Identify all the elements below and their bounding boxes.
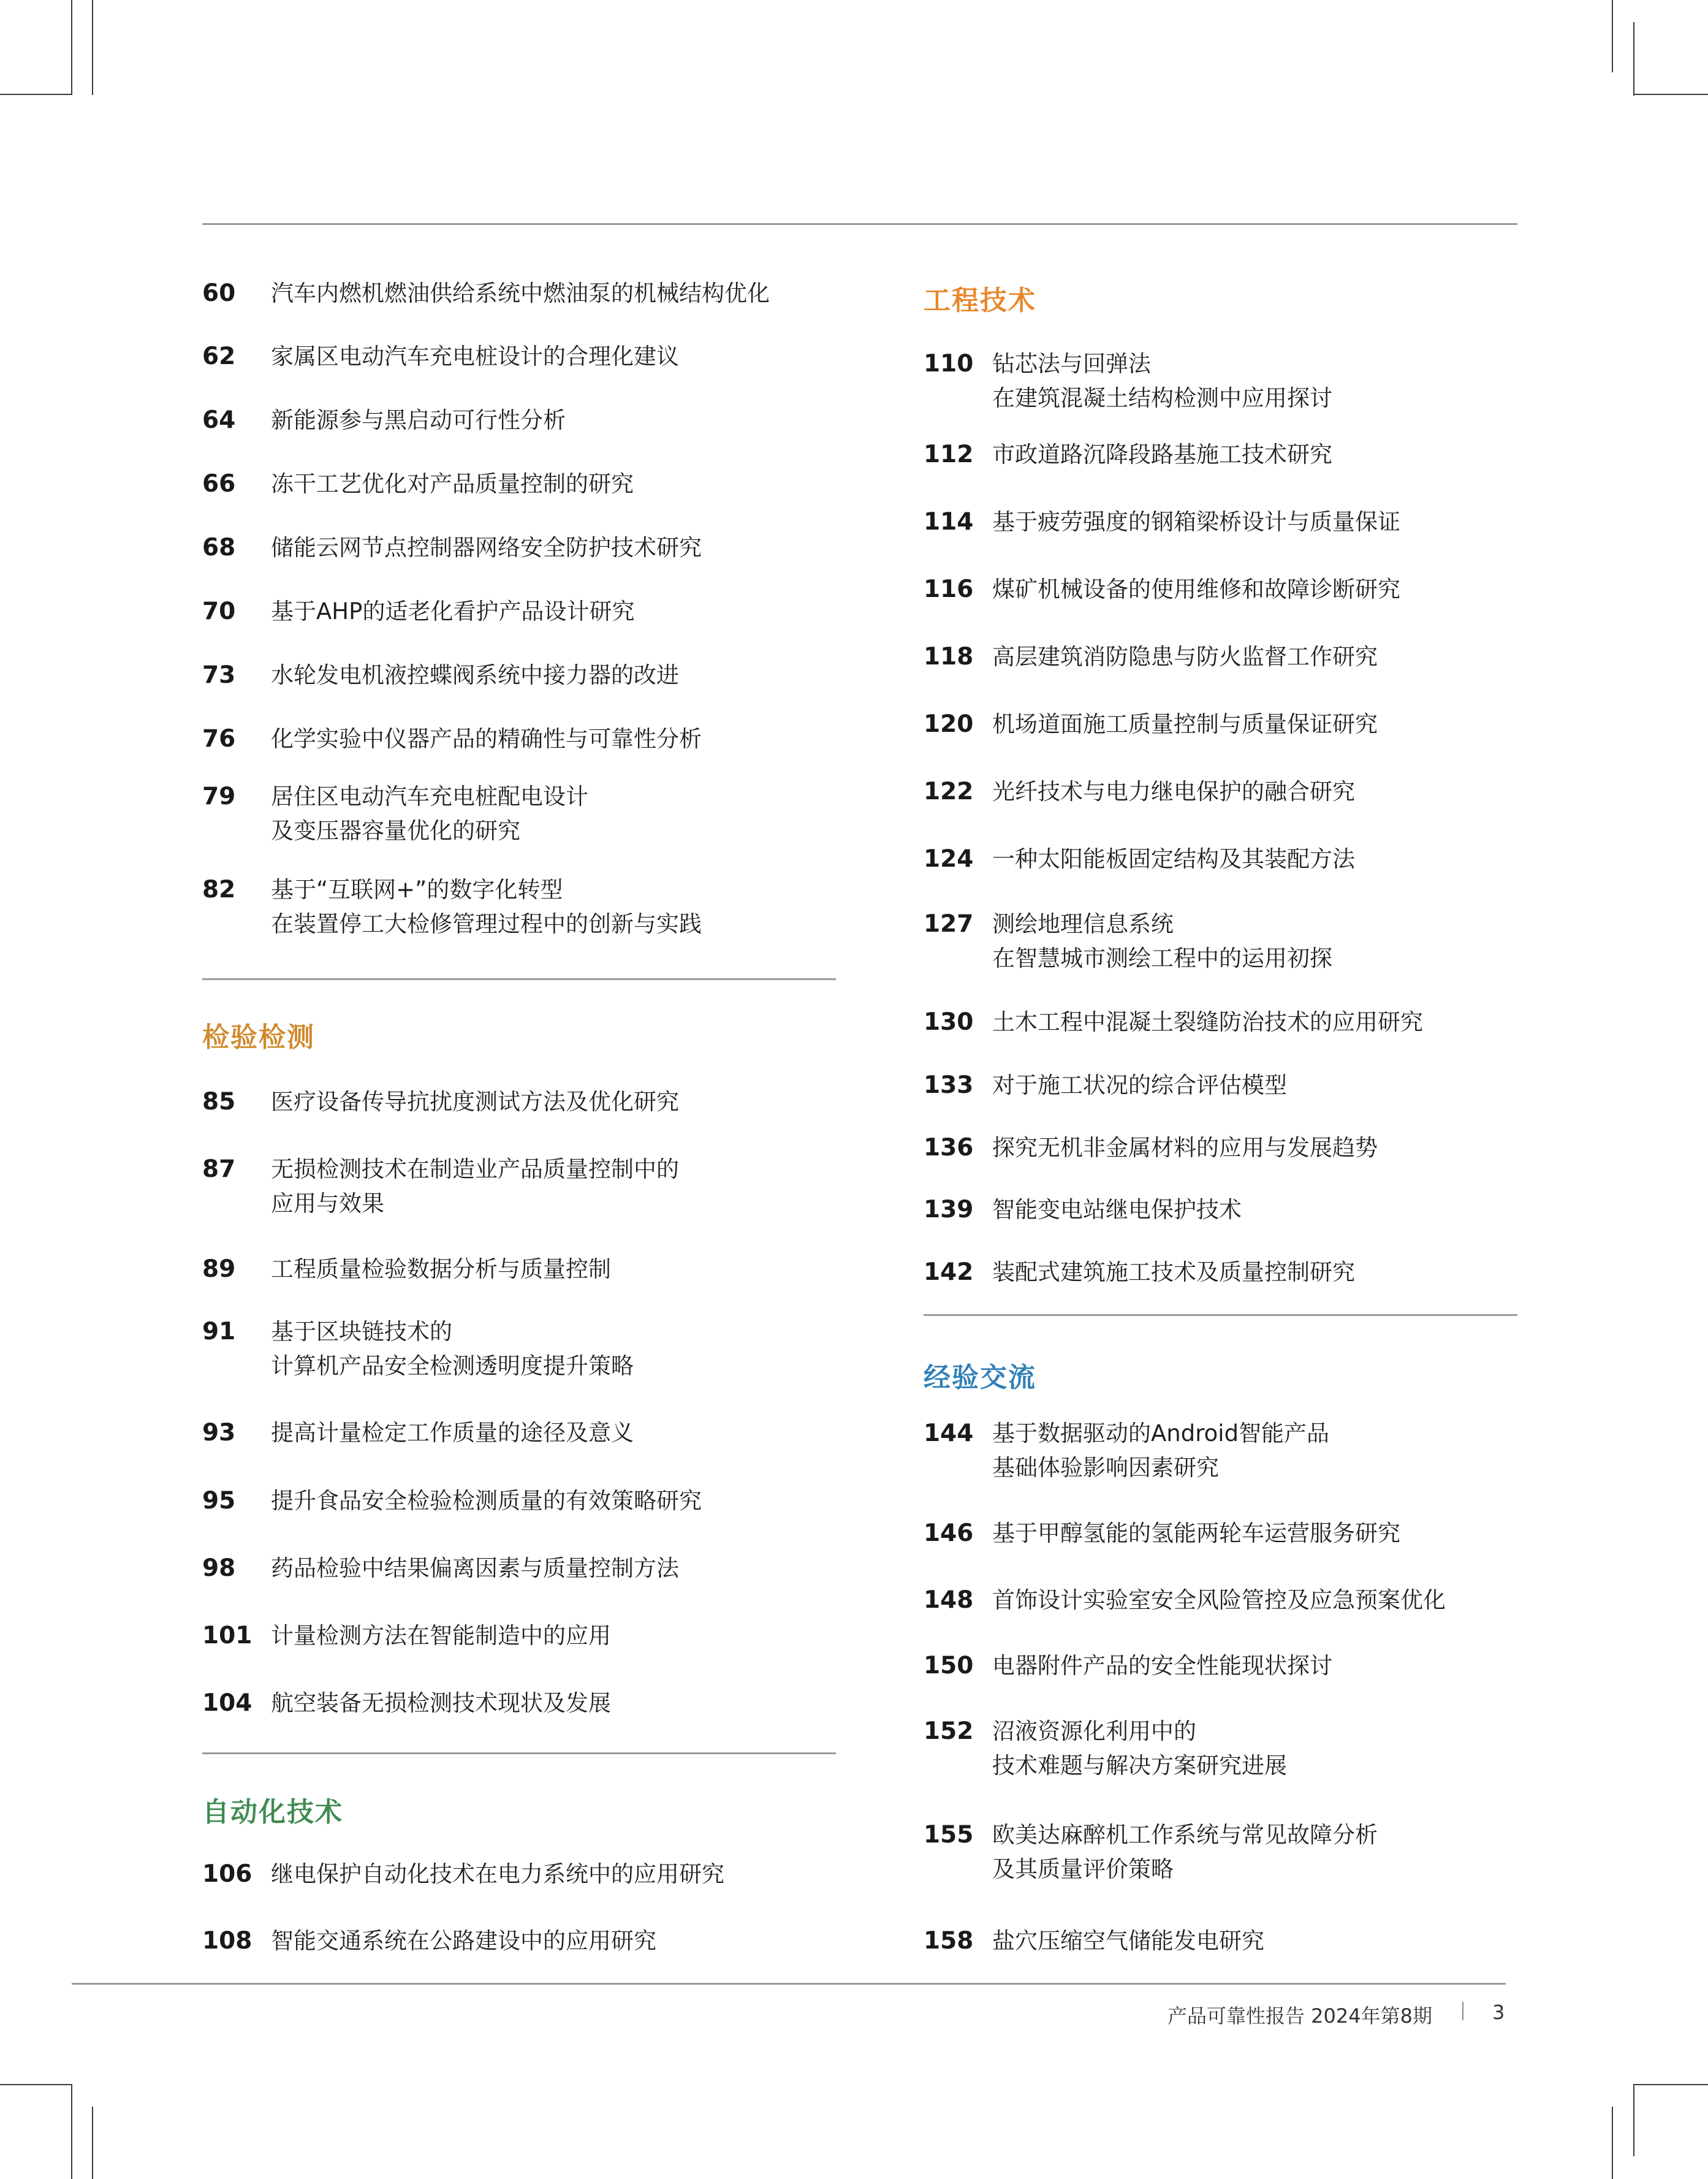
toc-entry[interactable] [924, 347, 1332, 416]
page-number: 152 [924, 1717, 974, 1745]
page-number: 155 [924, 1821, 974, 1849]
section-divider-left-2 [202, 1752, 836, 1754]
toc-entry[interactable] [924, 1583, 1446, 1618]
article-title: 继电保护自动化技术在电力系统中的应用研究 [271, 1861, 724, 1887]
toc-entry[interactable] [202, 873, 702, 941]
toc-entry[interactable] [924, 775, 1355, 809]
article-title: 装配式建筑施工技术及质量控制研究 [992, 1259, 1355, 1285]
article-title: 基于数据驱动的Android智能产品 基础体验影响因素研究 [992, 1420, 1330, 1481]
page-number: 106 [202, 1860, 252, 1888]
toc-entry[interactable] [924, 505, 1400, 539]
toc-entry[interactable] [924, 907, 1332, 976]
toc-entry[interactable] [924, 1714, 1287, 1783]
toc-entry[interactable] [202, 1619, 611, 1653]
page-number: 98 [202, 1554, 236, 1582]
page-number: 118 [924, 643, 974, 671]
toc-entry[interactable] [924, 1068, 1287, 1103]
toc-entry[interactable] [924, 1649, 1332, 1683]
toc-entry[interactable] [202, 1085, 679, 1119]
toc-entry[interactable] [202, 276, 770, 311]
article-title: 测绘地理信息系统 在智慧城市测绘工程中的运用初探 [992, 911, 1332, 972]
section-divider-left-1 [202, 978, 836, 980]
article-title: 无损检测技术在制造业产品质量控制中的 应用与效果 [271, 1156, 679, 1217]
top-divider [202, 223, 1517, 225]
crop-mark [92, 2107, 93, 2179]
toc-entry[interactable] [202, 1252, 611, 1287]
toc-entry[interactable] [202, 1924, 656, 1958]
toc-entry[interactable] [924, 1255, 1355, 1290]
crop-mark [1633, 94, 1708, 95]
article-title: 沼液资源化利用中的 技术难题与解决方案研究进展 [992, 1718, 1287, 1779]
article-title: 基于区块链技术的 计算机产品安全检测透明度提升策略 [271, 1318, 634, 1379]
article-title: 一种太阳能板固定结构及其装配方法 [992, 846, 1355, 872]
page-number: 93 [202, 1419, 236, 1447]
crop-mark [71, 0, 72, 95]
article-title: 煤矿机械设备的使用维修和故障诊断研究 [992, 576, 1400, 603]
article-title: 探究无机非金属材料的应用与发展趋势 [992, 1135, 1378, 1161]
section-title-automation: 自动化技术 [202, 1797, 343, 1828]
crop-mark [1612, 0, 1613, 72]
article-title: 光纤技术与电力继电保护的融合研究 [992, 778, 1355, 805]
page-number: 130 [924, 1008, 974, 1036]
toc-entry[interactable] [202, 1857, 724, 1892]
crop-mark [71, 2084, 72, 2179]
page-number: 95 [202, 1487, 236, 1515]
page-number: 114 [924, 508, 974, 536]
page-number: 124 [924, 845, 974, 873]
article-title: 智能变电站继电保护技术 [992, 1196, 1242, 1223]
article-title: 首饰设计实验室安全风险管控及应急预案优化 [992, 1587, 1446, 1613]
toc-entry[interactable] [202, 340, 679, 374]
page-number: 150 [924, 1652, 974, 1679]
crop-mark [1633, 2084, 1708, 2085]
toc-entry[interactable] [924, 1516, 1400, 1551]
article-title: 基于“互联网+”的数字化转型 在装置停工大检修管理过程中的创新与实践 [271, 877, 702, 937]
toc-entry[interactable] [924, 1005, 1423, 1040]
toc-entry[interactable] [924, 1417, 1329, 1485]
page-number: 60 [202, 280, 236, 307]
page-number: 91 [202, 1318, 236, 1345]
page-number: 144 [924, 1420, 974, 1447]
article-title: 提高计量检定工作质量的途径及意义 [271, 1420, 634, 1446]
page-number: 64 [202, 406, 236, 434]
page-number: 87 [202, 1155, 236, 1183]
page-number: 82 [202, 876, 236, 903]
section-title-engineering: 工程技术 [924, 285, 1036, 316]
toc-entry[interactable] [202, 595, 634, 629]
toc-entry[interactable] [202, 1315, 634, 1383]
article-title: 市政道路沉降段路基施工技术研究 [992, 441, 1332, 468]
page-number: 133 [924, 1071, 974, 1099]
page-number: 104 [202, 1689, 252, 1717]
article-title: 电器附件产品的安全性能现状探讨 [992, 1652, 1332, 1679]
crop-mark [92, 0, 93, 95]
article-title: 钻芯法与回弹法 在建筑混凝土结构检测中应用探讨 [992, 351, 1332, 411]
toc-entry[interactable] [924, 438, 1332, 472]
page-number: 120 [924, 710, 974, 738]
article-title: 汽车内燃机燃油供给系统中燃油泵的机械结构优化 [271, 280, 770, 306]
article-title: 居住区电动汽车充电桩配电设计 及变压器容量优化的研究 [271, 783, 588, 844]
page-number: 139 [924, 1196, 974, 1223]
page-number: 116 [924, 576, 974, 603]
article-title: 化学实验中仪器产品的精确性与可靠性分析 [271, 726, 702, 752]
page-number: 62 [202, 343, 236, 370]
toc-entry[interactable] [924, 640, 1378, 674]
section-title-experience: 经验交流 [924, 1362, 1036, 1393]
article-title: 提升食品安全检验检测质量的有效策略研究 [271, 1488, 702, 1514]
article-title: 储能云网节点控制器网络安全防护技术研究 [271, 534, 702, 561]
crop-mark [1633, 2084, 1634, 2156]
toc-entry[interactable] [202, 722, 702, 756]
page-number: 70 [202, 598, 236, 625]
toc-entry[interactable] [202, 1152, 679, 1221]
article-title: 基于甲醇氢能的氢能两轮车运营服务研究 [992, 1520, 1400, 1546]
page-number: 122 [924, 778, 974, 805]
crop-mark [0, 94, 72, 95]
page-number: 89 [202, 1255, 236, 1283]
page-number: 136 [924, 1134, 974, 1162]
page-number: 73 [202, 661, 236, 689]
page-number: 79 [202, 783, 236, 810]
page-number: 76 [202, 725, 236, 753]
toc-entry[interactable] [202, 1551, 679, 1586]
article-title: 欧美达麻醉机工作系统与常见故障分析 及其质量评价策略 [992, 1822, 1378, 1882]
article-title: 基于疲劳强度的钢箱梁桥设计与质量保证 [992, 509, 1400, 535]
page-number: 158 [924, 1927, 974, 1955]
toc-entry[interactable] [202, 467, 634, 501]
footer-separator [1462, 2002, 1463, 2020]
section-title-inspection: 检验检测 [202, 1022, 315, 1053]
toc-entry[interactable] [924, 1924, 1264, 1958]
toc-entry[interactable] [924, 707, 1378, 742]
toc-entry[interactable] [202, 1416, 634, 1450]
toc-entry[interactable] [924, 572, 1400, 607]
crop-mark [1612, 2107, 1613, 2179]
section-divider-right [924, 1314, 1517, 1316]
page-number: 148 [924, 1586, 974, 1614]
page-number: 127 [924, 910, 974, 938]
toc-entry[interactable] [202, 1686, 611, 1721]
toc-entry[interactable] [924, 842, 1355, 877]
article-title: 冻干工艺优化对产品质量控制的研究 [271, 471, 634, 497]
page-number: 110 [924, 350, 974, 378]
article-title: 水轮发电机液控蝶阀系统中接力器的改进 [271, 662, 679, 688]
crop-mark [0, 2084, 72, 2085]
article-title: 医疗设备传导抗扰度测试方法及优化研究 [271, 1089, 679, 1115]
folio-page-number: 3 [1492, 2001, 1505, 2024]
footer-divider [72, 1983, 1506, 1985]
page-number: 108 [202, 1927, 252, 1955]
toc-entry[interactable] [924, 1131, 1378, 1165]
article-title: 机场道面施工质量控制与质量保证研究 [992, 711, 1378, 737]
page-number: 146 [924, 1519, 974, 1547]
toc-entry[interactable] [202, 658, 679, 693]
page-number: 142 [924, 1258, 974, 1286]
crop-mark [1633, 22, 1634, 96]
article-title: 新能源参与黑启动可行性分析 [271, 407, 566, 433]
article-title: 对于施工状况的综合评估模型 [992, 1072, 1287, 1098]
page-number: 112 [924, 441, 974, 468]
page-number: 66 [202, 470, 236, 498]
page-number: 85 [202, 1088, 236, 1116]
toc-entry[interactable] [202, 403, 566, 438]
article-title: 土木工程中混凝土裂缝防治技术的应用研究 [992, 1009, 1423, 1035]
article-title: 航空装备无损检测技术现状及发展 [271, 1690, 611, 1716]
article-title: 工程质量检验数据分析与质量控制 [271, 1256, 611, 1282]
page-number: 101 [202, 1622, 252, 1649]
journal-issue-label: 产品可靠性报告 2024年第8期 [1167, 2004, 1432, 2028]
article-title: 高层建筑消防隐患与防火监督工作研究 [992, 644, 1378, 670]
toc-entry[interactable] [202, 531, 702, 565]
article-title: 计量检测方法在智能制造中的应用 [271, 1622, 611, 1649]
article-title: 家属区电动汽车充电桩设计的合理化建议 [271, 343, 679, 370]
toc-entry[interactable] [924, 1818, 1378, 1887]
toc-entry[interactable] [924, 1193, 1242, 1227]
article-title: 药品检验中结果偏离因素与质量控制方法 [271, 1555, 679, 1581]
page-number: 68 [202, 534, 236, 561]
article-title: 智能交通系统在公路建设中的应用研究 [271, 1928, 656, 1954]
toc-entry[interactable] [202, 1484, 702, 1518]
toc-entry[interactable] [202, 780, 588, 848]
article-title: 盐穴压缩空气储能发电研究 [992, 1928, 1264, 1954]
article-title: 基于AHP的适老化看护产品设计研究 [271, 598, 635, 625]
